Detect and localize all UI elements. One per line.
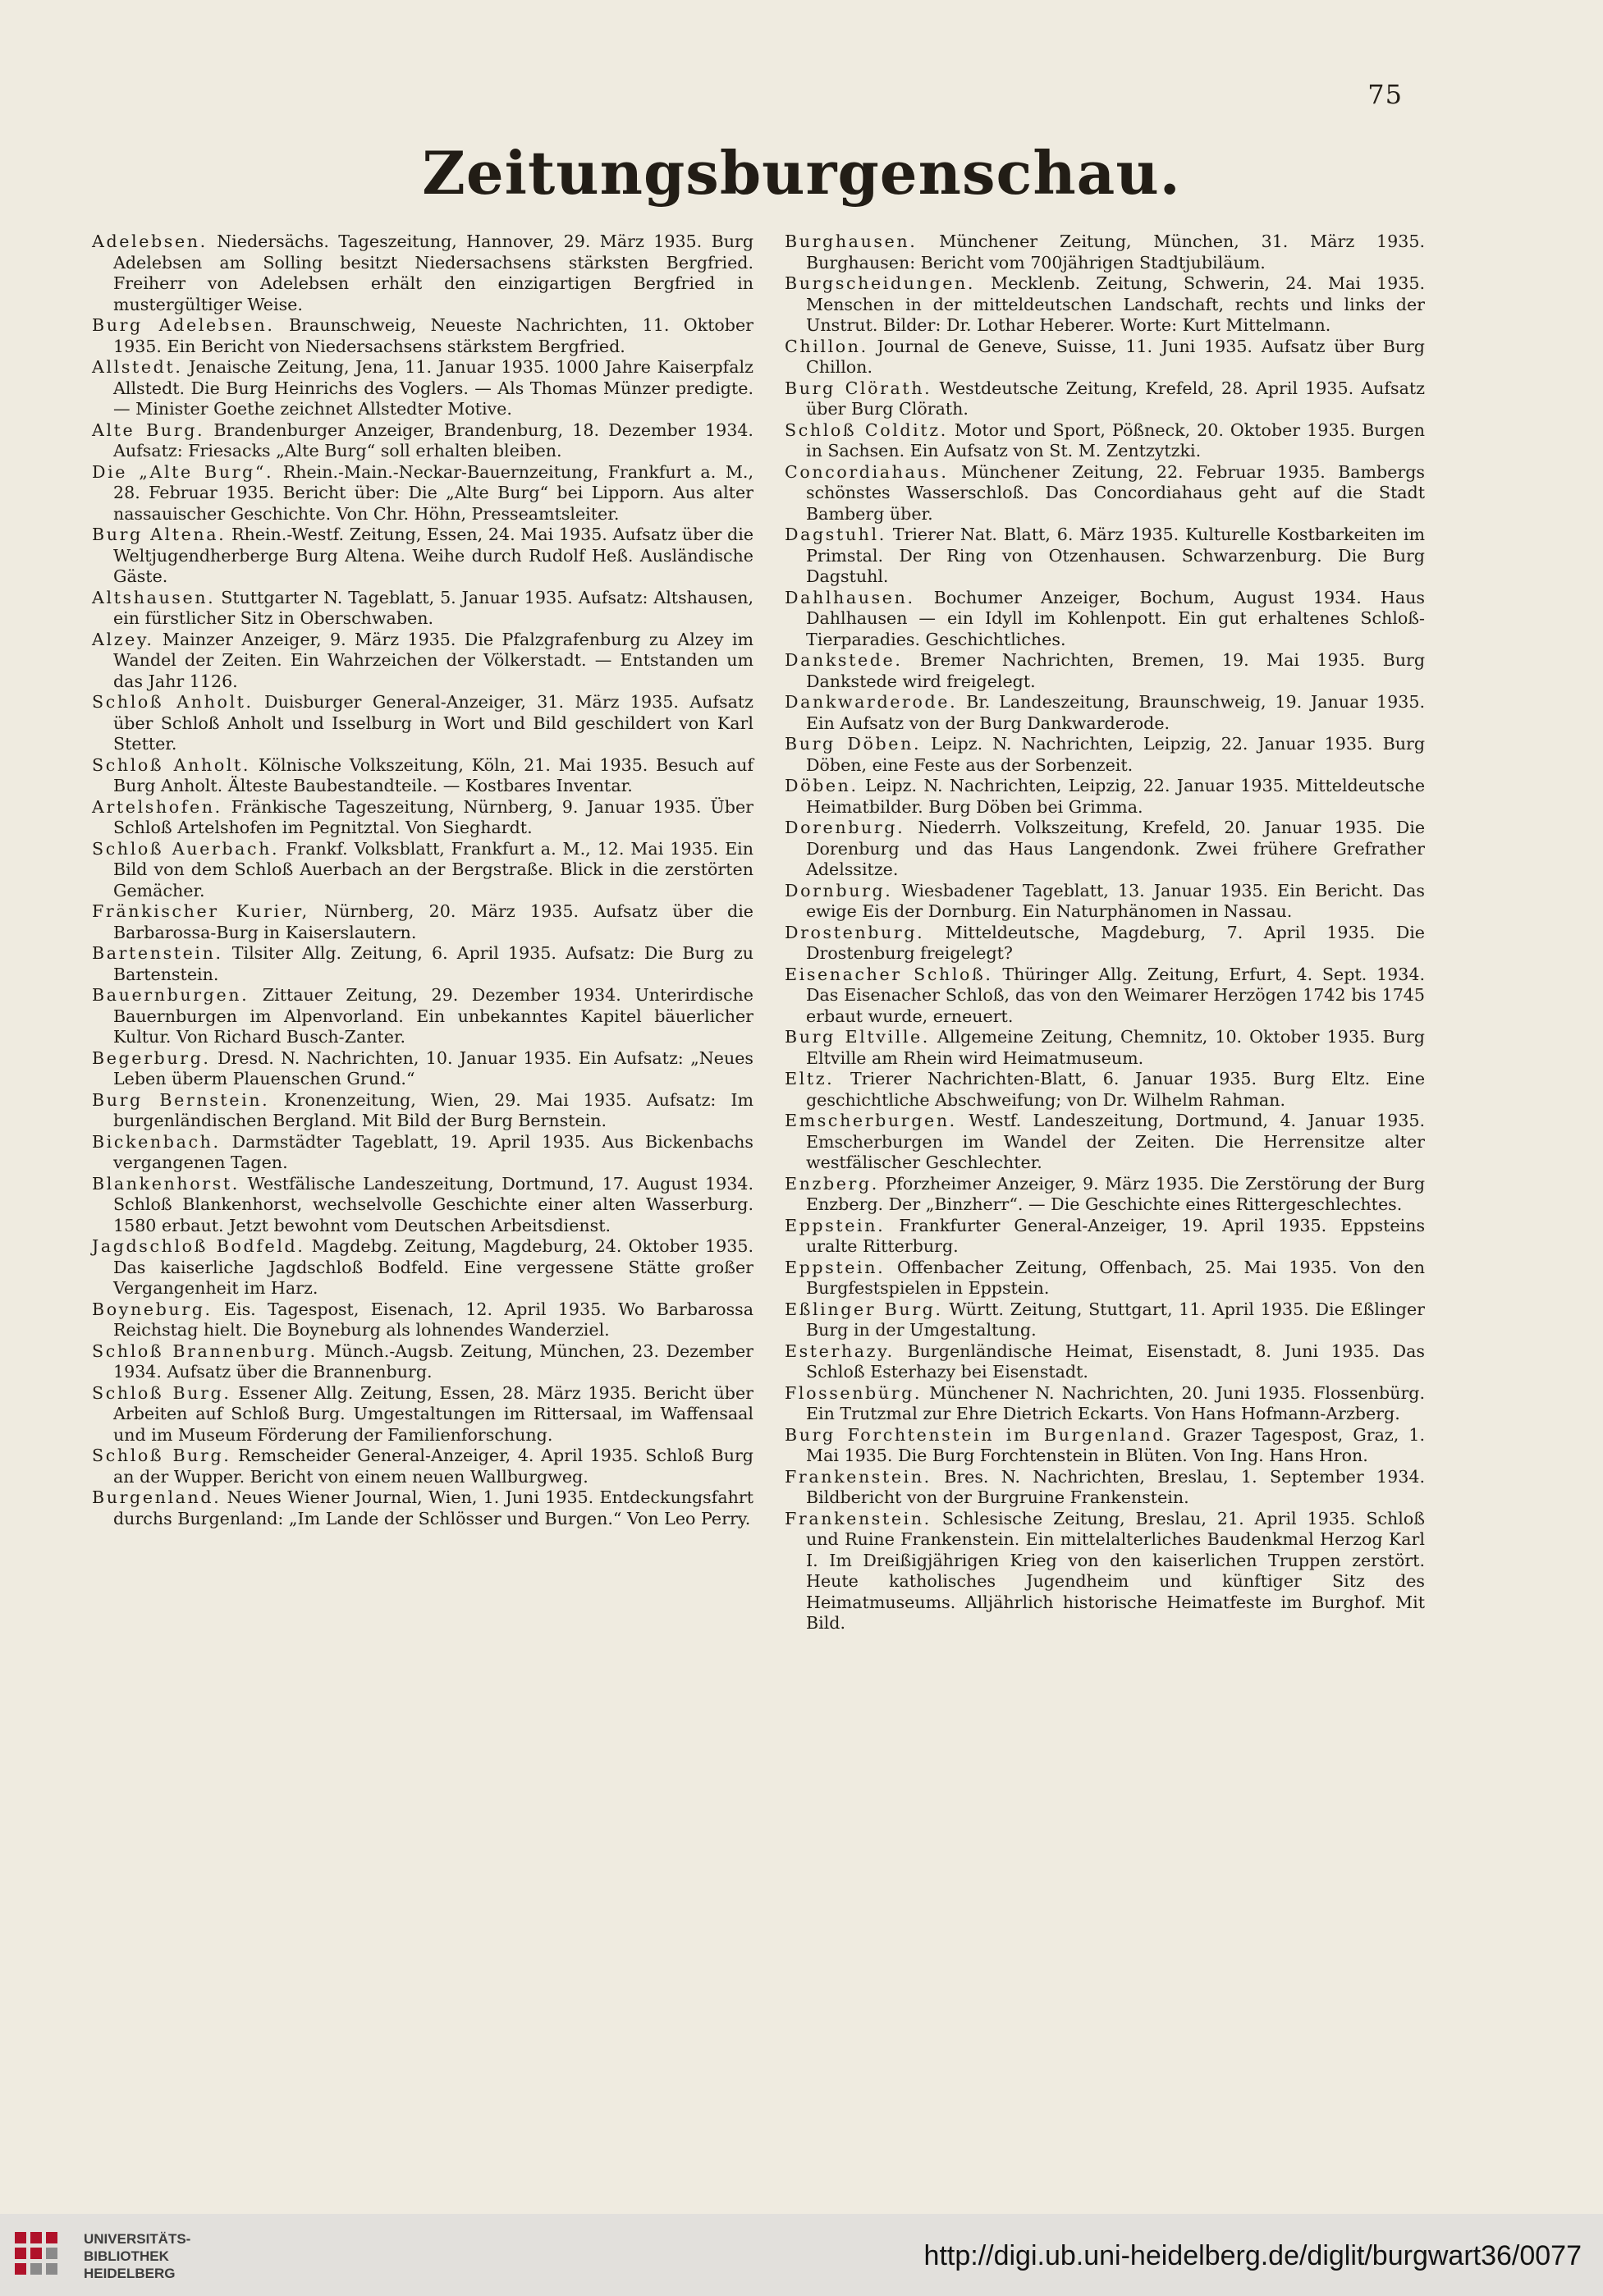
entry-text: Niedersächs. Tageszeitung, Hannover, 29. März 1935. Burg Adelebsen am Solling besitzt Niedersachsens stärksten Bergfried. Freiherr von Adelebsen erhält den einzigartigen Bergfried in mustergültiger Weise. [113, 231, 754, 314]
entry [785, 337, 1425, 378]
entry-text: Burgenländische Heimat, Eisenstadt, 8. Juni 1935. Das Schloß Esterhazy bei Eisenstadt. [806, 1340, 1425, 1382]
entry-text: Westf. Landeszeitung, Dortmund, 4. Januar 1935. Emscherburgen im Wandel der Zeiten. Die Herrensitze alter westfälischer Geschlechter. [806, 1111, 1426, 1172]
entry [92, 755, 753, 797]
entry-text: Tilsiter Allg. Zeitung, 6. April 1935. Aufsatz: Die Burg zu Bartenstein. [113, 943, 754, 984]
entry-text: Mitteldeutsche, Magdeburg, 7. April 1935. Die Drostenburg freigelegt? [806, 922, 1425, 963]
entry-text: Westdeutsche Zeitung, Krefeld, 28. April 1935. Aufsatz über Burg Clörath. [806, 378, 1426, 419]
entry [785, 1383, 1425, 1425]
entry-heading: Schloß Colditz. [785, 419, 948, 440]
entry-text: Niederrh. Volkszeitung, Krefeld, 20. Januar 1935. Die Dorenburg und das Haus Langendonk. Zwei frühere Grefrather Adelssitze. [806, 818, 1426, 879]
entry [785, 588, 1425, 651]
entry-text: Wiesbadener Tageblatt, 13. Januar 1935. Ein Bericht. Das ewige Eis der Dornburg. Ein Naturphänomen in Nassau. [806, 880, 1425, 921]
entry-heading: Esterhazy. [785, 1340, 895, 1361]
entry [785, 1111, 1425, 1174]
entry-text: Magdebg. Zeitung, Magdeburg, 24. Oktober 1935. Das kaiserliche Jagdschloß Bodfeld. Eine vergessene Stätte großer Vergangenheit im Harz. [113, 1236, 753, 1298]
entry-text: Bochumer Anzeiger, Bochum, August 1934. Haus Dahlhausen — ein Idyll im Kohlenpott. Ein gut erhaltenes Schloß-Tierparadies. Geschichtliches. [806, 587, 1426, 649]
entry-text: Bres. N. Nachrichten, Breslau, 1. September 1934. Bildbericht von der Burgruine Frankenstein. [806, 1466, 1425, 1507]
entry [92, 1090, 753, 1132]
entry [92, 231, 753, 315]
entry-text: Zittauer Zeitung, 29. Dezember 1934. Unterirdische Bauernburgen im Alpenvorland. Ein unbekanntes Kapitel bäuerlicher Kultur. Von Richard Busch-Zanter. [113, 985, 753, 1047]
entry-heading: Drostenburg. [785, 922, 925, 942]
footer-bar [0, 2214, 1603, 2296]
entry-heading: Döben. [785, 776, 859, 795]
entry-text: Grazer Tagespost, Graz, 1. Mai 1935. Die Burg Forchtenstein in Blüten. Von Ing. Hans Hron. [806, 1424, 1425, 1465]
entry-heading: Artelshofen. [92, 796, 222, 817]
entry-heading: Burghausen. [785, 231, 918, 251]
entry-heading: Jagdschloß Bodfeld. [92, 1236, 305, 1256]
entry [92, 315, 753, 357]
entry [785, 1425, 1425, 1467]
entry-heading: Dankwarderode. [785, 692, 958, 712]
entry [92, 797, 753, 839]
entry-text: Duisburger General-Anzeiger, 31. März 1935. Aufsatz über Schloß Anholt und Isselburg in Wort und Bild geschildert von Karl Stetter. [113, 692, 753, 754]
entry [785, 462, 1425, 525]
entry-text: Offenbacher Zeitung, Offenbach, 25. Mai 1935. Von den Burgfestspielen in Eppstein. [806, 1257, 1425, 1298]
entry-heading: Burg Altena. [92, 525, 227, 544]
entry-text: Kölnische Volkszeitung, Köln, 21. Mai 1935. Besuch auf Burg Anholt. Älteste Baubestandteile. — Kostbares Inventar. [113, 754, 753, 795]
entry [785, 818, 1425, 881]
library-name-line1: UNIVERSITÄTS- [84, 2231, 191, 2247]
entry-heading: Schloß Anholt. [92, 754, 251, 775]
page-title: Zeitungsburgenschau. [422, 138, 1181, 208]
entry-text: Neues Wiener Journal, Wien, 1. Juni 1935. Entdeckungsfahrt durchs Burgenland: „Im Lande der Schlösser und Burgen.“ Von Leo Perry. [113, 1487, 753, 1528]
entry-text: Brandenburger Anzeiger, Brandenburg, 18. Dezember 1934. Aufsatz: Friesacks „Alte Burg“ soll erhalten bleiben. [113, 419, 753, 461]
entry-text: Mainzer Anzeiger, 9. März 1935. Die Pfalzgrafenburg zu Alzey im Wandel der Zeiten. Ein Wahrzeichen der Völkerstadt. — Entstanden um das Jahr 1126. [113, 629, 753, 691]
entry-text: Rhein.-Westf. Zeitung, Essen, 24. Mai 1935. Aufsatz über die Weltjugendherberge Burg Altena. Weihe durch Rudolf Heß. Ausländische Gäste. [113, 525, 754, 586]
entry-heading: Adelebsen. [92, 231, 208, 251]
entry [92, 420, 753, 462]
entry-heading: Eßlinger Burg. [785, 1299, 943, 1319]
entry [92, 1174, 753, 1237]
entry-text: Mecklenb. Zeitung, Schwerin, 24. Mai 1935. Menschen in der mitteldeutschen Landschaft, rechts und links der Unstrut. Bilder: Dr. Lothar Heberer. Worte: Kurt Mittelmann. [806, 273, 1425, 335]
entry-heading: Dagstuhl. [785, 525, 886, 544]
entry-heading: Altshausen. [92, 587, 216, 607]
entry [785, 1174, 1425, 1216]
entry-text: Dresd. N. Nachrichten, 10. Januar 1935. Ein Aufsatz: „Neues Leben überm Plauenschen Grund.“ [113, 1047, 754, 1088]
entry-text: Schlesische Zeitung, Breslau, 21. April 1935. Schloß und Ruine Frankenstein. Ein mittelalterliches Baudenkmal Herzog Karl I. Im Dreißigjährigen Krieg von den kaiserlichen Truppen zerstört. Heute katholisches Jugendheim und künftiger Sitz des Heimatmuseums. Alljährlich historische Heimatfeste im Burghof. Mit Bild. [806, 1508, 1426, 1633]
entry-text: Württ. Zeitung, Stuttgart, 11. April 1935. Die Eßlinger Burg in der Umgestaltung. [806, 1299, 1425, 1340]
entry-text: Jenaische Zeitung, Jena, 11. Januar 1935. 1000 Jahre Kaiserpfalz Allstedt. Die Burg Heinrichs des Voglers. — Als Thomas Münzer predigte. — Minister Goethe zeichnet Allstedter Motive. [113, 357, 753, 419]
entry-heading: Enzberg. [785, 1173, 879, 1194]
left-column [92, 231, 753, 1529]
entry-text: Frankf. Volksblatt, Frankfurt a. M., 12. Mai 1935. Ein Bild von dem Schloß Auerbach an der Bergstraße. Blick in die zerstörten Gemächer. [113, 838, 753, 901]
entry-heading: Alzey. [92, 629, 154, 649]
entry [785, 923, 1425, 965]
entry-text: Darmstädter Tageblatt, 19. April 1935. Aus Bickenbachs vergangenen Tagen. [113, 1131, 753, 1172]
entry [785, 1509, 1425, 1634]
entry-heading: Schloß Anholt. [92, 692, 254, 712]
entry-text: Westfälische Landeszeitung, Dortmund, 17. August 1934. Schloß Blankenhorst, wechselvolle Geschichte einer alten Wasserburg. 1580 erbaut. Jetzt bewohnt vom Deutschen Arbeitsdienst. [113, 1173, 753, 1235]
entry [785, 692, 1425, 734]
entry-text: Rhein.-Main.-Neckar-Bauernzeitung, Frankfurt a. M., 28. Februar 1935. Bericht über: Die „Alte Burg“ bei Lipporn. Aus alter nassauischer Geschichte. Von Chr. Höhn, Presseamtsleiter. [113, 461, 753, 524]
entry-text: Trierer Nat. Blatt, 6. März 1935. Kulturelle Kostbarkeiten im Primstal. Der Ring von Otzenhausen. Schwarzenburg. Die Burg Dagstuhl. [806, 525, 1425, 586]
entry-text: Essener Allg. Zeitung, Essen, 28. März 1935. Bericht über Arbeiten auf Schloß Burg. Umgestaltungen im Rittersaal, im Waffensaal und im Museum Förderung der Familienforschung. [113, 1382, 753, 1445]
entry [785, 378, 1425, 420]
page-number: 75 [1367, 79, 1403, 110]
library-logo[interactable] [15, 2230, 190, 2282]
entry-heading: Schloß Burg. [92, 1382, 231, 1403]
entry [92, 1048, 753, 1090]
entry [92, 357, 753, 420]
entry-heading: Dahlhausen. [785, 587, 915, 607]
entry-heading: Schloß Auerbach. [92, 838, 280, 859]
entry [785, 1258, 1425, 1299]
entry [785, 525, 1425, 588]
entry-heading: Dornburg. [785, 880, 893, 901]
entry-heading: Emscherburgen. [785, 1111, 957, 1130]
entry-heading: Eppstein. [785, 1215, 886, 1235]
entry-text: Eis. Tagespost, Eisenach, 12. April 1935. Wo Barbarossa Reichstag hielt. Die Boyneburg als lohnendes Wanderziel. [113, 1299, 753, 1340]
entry-text: Fränkische Tageszeitung, Nürnberg, 9. Januar 1935. Über Schloß Artelshofen im Pegnitztal. Von Sieghardt. [113, 796, 753, 837]
entry-text: Nürnberg, 20. März 1935. Aufsatz über die Barbarossa-Burg in Kaiserslautern. [113, 901, 753, 942]
entry-text: Braunschweig, Neueste Nachrichten, 11. Oktober 1935. Ein Bericht von Niedersachsens stärkstem Bergfried. [113, 315, 753, 356]
entry-heading: Boyneburg. [92, 1299, 213, 1319]
entry-heading: Fränkischer Kurier, [92, 901, 309, 921]
entry-heading: Concordiahaus. [785, 461, 949, 482]
entry [92, 985, 753, 1048]
library-name-line3: HEIDELBERG [84, 2266, 176, 2281]
entry-text: Allgemeine Zeitung, Chemnitz, 10. Oktober 1935. Burg Eltville am Rhein wird Heimatmuseum. [806, 1027, 1425, 1068]
entry [92, 1446, 753, 1487]
entry [785, 881, 1425, 923]
entry-heading: Dankstede. [785, 650, 903, 670]
entry-heading: Burg Döben. [785, 734, 922, 754]
entry-text: Frankfurter General-Anzeiger, 19. April 1935. Eppsteins uralte Ritterburg. [806, 1215, 1426, 1256]
entry-heading: Eisenacher Schloß. [785, 964, 993, 984]
entry-text: Münchener Zeitung, 22. Februar 1935. Bambergs schönstes Wasserschloß. Das Concordiahaus geht auf die Stadt Bamberg über. [806, 461, 1425, 524]
entry-text: Br. Landeszeitung, Braunschweig, 19. Januar 1935. Ein Aufsatz von der Burg Dankwarderode. [806, 692, 1426, 733]
entry-text: Stuttgarter N. Tageblatt, 5. Januar 1935. Aufsatz: Altshausen, ein fürstlicher Sitz in Oberschwaben. [113, 587, 754, 628]
entry-heading: Flossenbürg. [785, 1382, 923, 1403]
entry [785, 650, 1425, 692]
entry-heading: Burgenland. [92, 1487, 222, 1507]
entry-heading: Frankenstein. [785, 1508, 932, 1528]
entry-heading: Begerburg. [92, 1047, 211, 1068]
entry [785, 1341, 1425, 1383]
entry [92, 839, 753, 902]
entry-text: Leipz. N. Nachrichten, Leipzig, 22. Januar 1935. Burg Döben, eine Feste aus der Sorbenzeit. [806, 734, 1425, 775]
library-name-line2: BIBLIOTHEK [84, 2248, 169, 2264]
entry [92, 462, 753, 525]
entry [92, 1299, 753, 1341]
entry-text: Thüringer Allg. Zeitung, Erfurt, 4. Sept. 1934. Das Eisenacher Schloß, das von den Weimarer Herzögen 1742 bis 1745 erbaut wurde, erneuert. [806, 964, 1425, 1026]
entry [785, 1069, 1425, 1111]
entry-heading: Chillon. [785, 336, 868, 356]
entry-heading: Bickenbach. [92, 1131, 221, 1152]
entry-heading: Eppstein. [785, 1257, 886, 1277]
entry-text: Remscheider General-Anzeiger, 4. April 1935. Schloß Burg an der Wupper. Bericht von einem neuen Wallburgweg. [113, 1446, 753, 1487]
entry-text: Trierer Nachrichten-Blatt, 6. Januar 1935. Burg Eltz. Eine geschichtliche Abschweifung; von Dr. Wilhelm Rahman. [806, 1069, 1426, 1110]
entry-text: Leipz. N. Nachrichten, Leipzig, 22. Januar 1935. Mitteldeutsche Heimatbilder. Burg Döben bei Grimma. [806, 776, 1426, 817]
entry-heading: Bartenstein. [92, 943, 223, 963]
entry-text: Münchener Zeitung, München, 31. März 1935. Burghausen: Bericht vom 700jährigen Stadtjubiläum. [806, 231, 1425, 273]
entry [92, 1383, 753, 1446]
entry [92, 943, 753, 985]
entry-text: Journal de Geneve, Suisse, 11. Juni 1935. Aufsatz über Burg Chillon. [806, 336, 1425, 377]
entry-heading: Schloß Burg. [92, 1446, 231, 1465]
entry-heading: Burg Bernstein. [92, 1089, 270, 1110]
entry [92, 1487, 753, 1529]
right-column [785, 231, 1425, 1634]
entry [785, 734, 1425, 776]
entry [785, 965, 1425, 1028]
entry-heading: Allstedt. [92, 357, 183, 377]
entry [92, 588, 753, 630]
entry [92, 1132, 753, 1174]
entry-heading: Dorenburg. [785, 818, 905, 837]
entry-heading: Frankenstein. [785, 1466, 932, 1487]
entry [785, 420, 1425, 462]
entry-text: Motor und Sport, Pößneck, 20. Oktober 1935. Burgen in Sachsen. Ein Aufsatz von St. M. Zentzytzki. [806, 419, 1426, 461]
entry-heading: Schloß Brannenburg. [92, 1340, 318, 1361]
source-url-link[interactable]: http://digi.ub.uni-heidelberg.de/diglit/burgwart36/0077 [923, 2240, 1582, 2271]
entry-heading: Eltz. [785, 1069, 835, 1088]
entry-heading: Burg Adelebsen. [92, 315, 275, 335]
entry-heading: Die „Alte Burg“. [92, 461, 274, 482]
entry [92, 1341, 753, 1383]
entry-heading: Burg Forchtenstein im Burgenland. [785, 1424, 1174, 1445]
entry-text: Kronenzeitung, Wien, 29. Mai 1935. Aufsatz: Im burgenländischen Bergland. Mit Bild der Burg Bernstein. [113, 1089, 754, 1130]
entry [92, 1236, 753, 1299]
entry [785, 1467, 1425, 1509]
entry-heading: Bauernburgen. [92, 985, 250, 1005]
entry-heading: Burg Eltville. [785, 1027, 930, 1047]
entry [92, 692, 753, 755]
entry [785, 1299, 1425, 1341]
entry [785, 776, 1425, 818]
entry-text: Pforzheimer Anzeiger, 9. März 1935. Die Zerstörung der Burg Enzberg. Der „Binzherr“. — Die Geschichte eines Rittergeschlechtes. [806, 1173, 1425, 1214]
entry-heading: Blankenhorst. [92, 1173, 240, 1194]
entry-text: Bremer Nachrichten, Bremen, 19. Mai 1935. Burg Dankstede wird freigelegt. [806, 650, 1426, 691]
entry-heading: Alte Burg. [92, 419, 205, 440]
entry [92, 630, 753, 693]
entry-heading: Burgscheidungen. [785, 273, 976, 293]
entry [92, 525, 753, 588]
entry-text: Münchener N. Nachrichten, 20. Juni 1935. Flossenbürg. Ein Trutzmal zur Ehre Dietrich Eckarts. Von Hans Hofmann-Arzberg. [806, 1382, 1426, 1423]
entry [785, 231, 1425, 273]
library-logo-icon [15, 2232, 74, 2281]
entry-heading: Burg Clörath. [785, 378, 932, 398]
entry-text: Münch.-Augsb. Zeitung, München, 23. Dezember 1934. Aufsatz über die Brannenburg. [113, 1340, 753, 1382]
entry [785, 1216, 1425, 1258]
entry [92, 901, 753, 943]
entry [785, 273, 1425, 337]
entry [785, 1027, 1425, 1069]
